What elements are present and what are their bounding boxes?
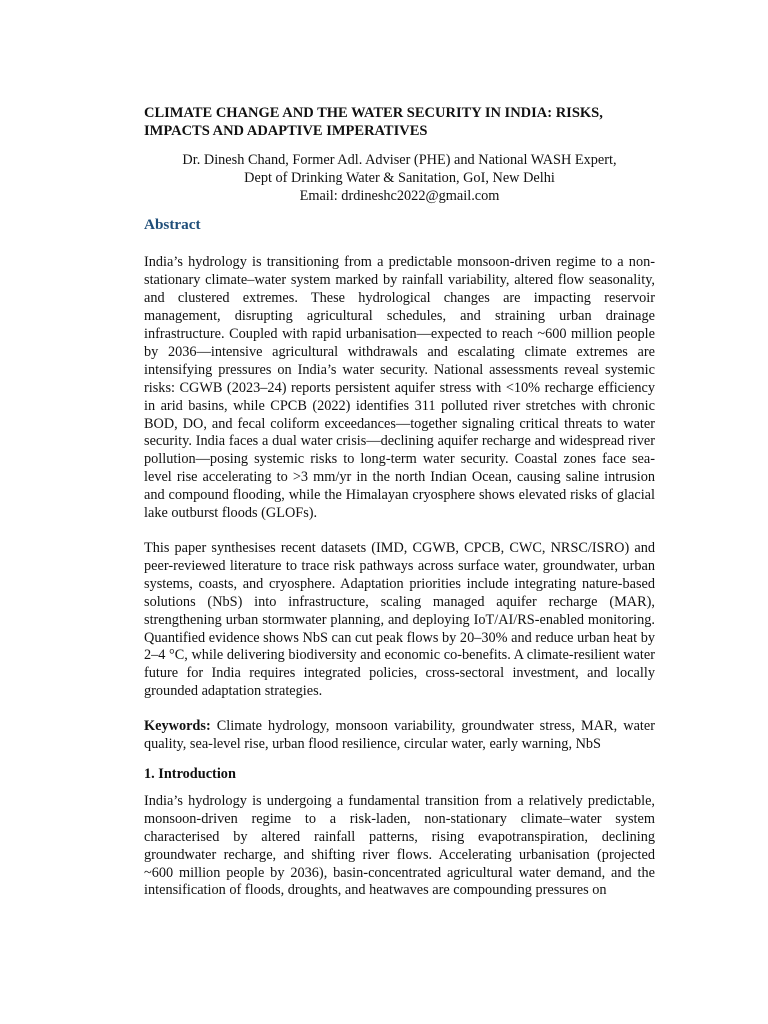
keywords-text: Climate hydrology, monsoon variability, groundwater stress, MAR, water quality, sea-level rise, urban flood resilience, circular water, early warning, NbS bbox=[144, 718, 655, 753]
author-line: Dr. Dinesh Chand, Former Adl. Adviser (PHE) and National WASH Expert, bbox=[182, 152, 617, 168]
email-line: Email: drdineshc2022@gmail.com bbox=[299, 187, 500, 204]
keywords-paragraph bbox=[144, 718, 655, 754]
paper-title: CLIMATE CHANGE AND THE WATER SECURITY IN INDIA: RISKS, IMPACTS AND ADAPTIVE IMPERATIVES bbox=[144, 105, 603, 139]
keywords-label: Keywords: bbox=[144, 718, 211, 735]
author-block bbox=[144, 152, 655, 205]
introduction-heading: 1. Introduction bbox=[144, 765, 236, 782]
abstract-paragraph-2: This paper synthesises recent datasets (IMD, CGWB, CPCB, CWC, NRSC/ISRO) and peer-reviewed literature to trace risk pathways across surface water, groundwater, urban systems, coasts, and cryosphere. Adaptation priorities include integrating nature-based solutions (NbS) into infrastructure, scaling managed aquifer recharge (MAR), strengthening urban stormwater planning, and deploying IoT/AI/RS-enabled monitoring. Quantified evidence shows NbS can cut peak flows by 20–30% and reduce urban heat by 2–4 °C, while delivering biodiversity and economic co-benefits. A climate-resilient water future for India requires integrated policies, cross-sectoral investment, and locally grounded adaptation strategies. bbox=[144, 539, 655, 700]
introduction-paragraph: India’s hydrology is undergoing a fundamental transition from a relatively predictable, monsoon-driven regime to a risk-laden, non-stationary climate–water system characterised by altered rainfall patterns, rising evapotranspiration, declining groundwater recharge, and shifting river flows. Accelerating urbanisation (projected ~600 million people by 2036), basin-concentrated agricultural water demand, and the intensification of floods, droughts, and heatwaves are compounding pressures on bbox=[144, 792, 655, 899]
abstract-paragraph-1: India’s hydrology is transitioning from a predictable monsoon-driven regime to a non-stationary climate–water system marked by rainfall variability, altered flow seasonality, and clustered extremes. These hydrological changes are impacting reservoir management, disrupting agricultural schedules, and straining urban drainage infrastructure. Coupled with rapid urbanisation—expected to reach ~600 million people by 2036—intensive agricultural withdrawals and escalating climate extremes are intensifying pressures on India’s water security. National assessments reveal systemic risks: CGWB (2023–24) reports persistent aquifer stress with <10% recharge efficiency in arid basins, while CPCB (2022) identifies 311 polluted river stretches with chronic BOD, DO, and fecal coliform exceedances—together signaling critical threats to water security. India faces a dual water crisis—declining aquifer recharge and widespread river pollution—posing systemic risks to long-term water security. Coastal zones face sea-level rise accelerating to >3 mm/yr in the north Indian Ocean, causing saline intrusion and compound flooding, while the Himalayan cryosphere shows elevated risks of glacial lake outburst floods (GLOFs). bbox=[144, 254, 655, 522]
abstract-heading: Abstract bbox=[144, 216, 201, 234]
affiliation-line: Dept of Drinking Water & Sanitation, GoI, New Delhi bbox=[244, 169, 555, 186]
paper-page bbox=[144, 104, 655, 917]
